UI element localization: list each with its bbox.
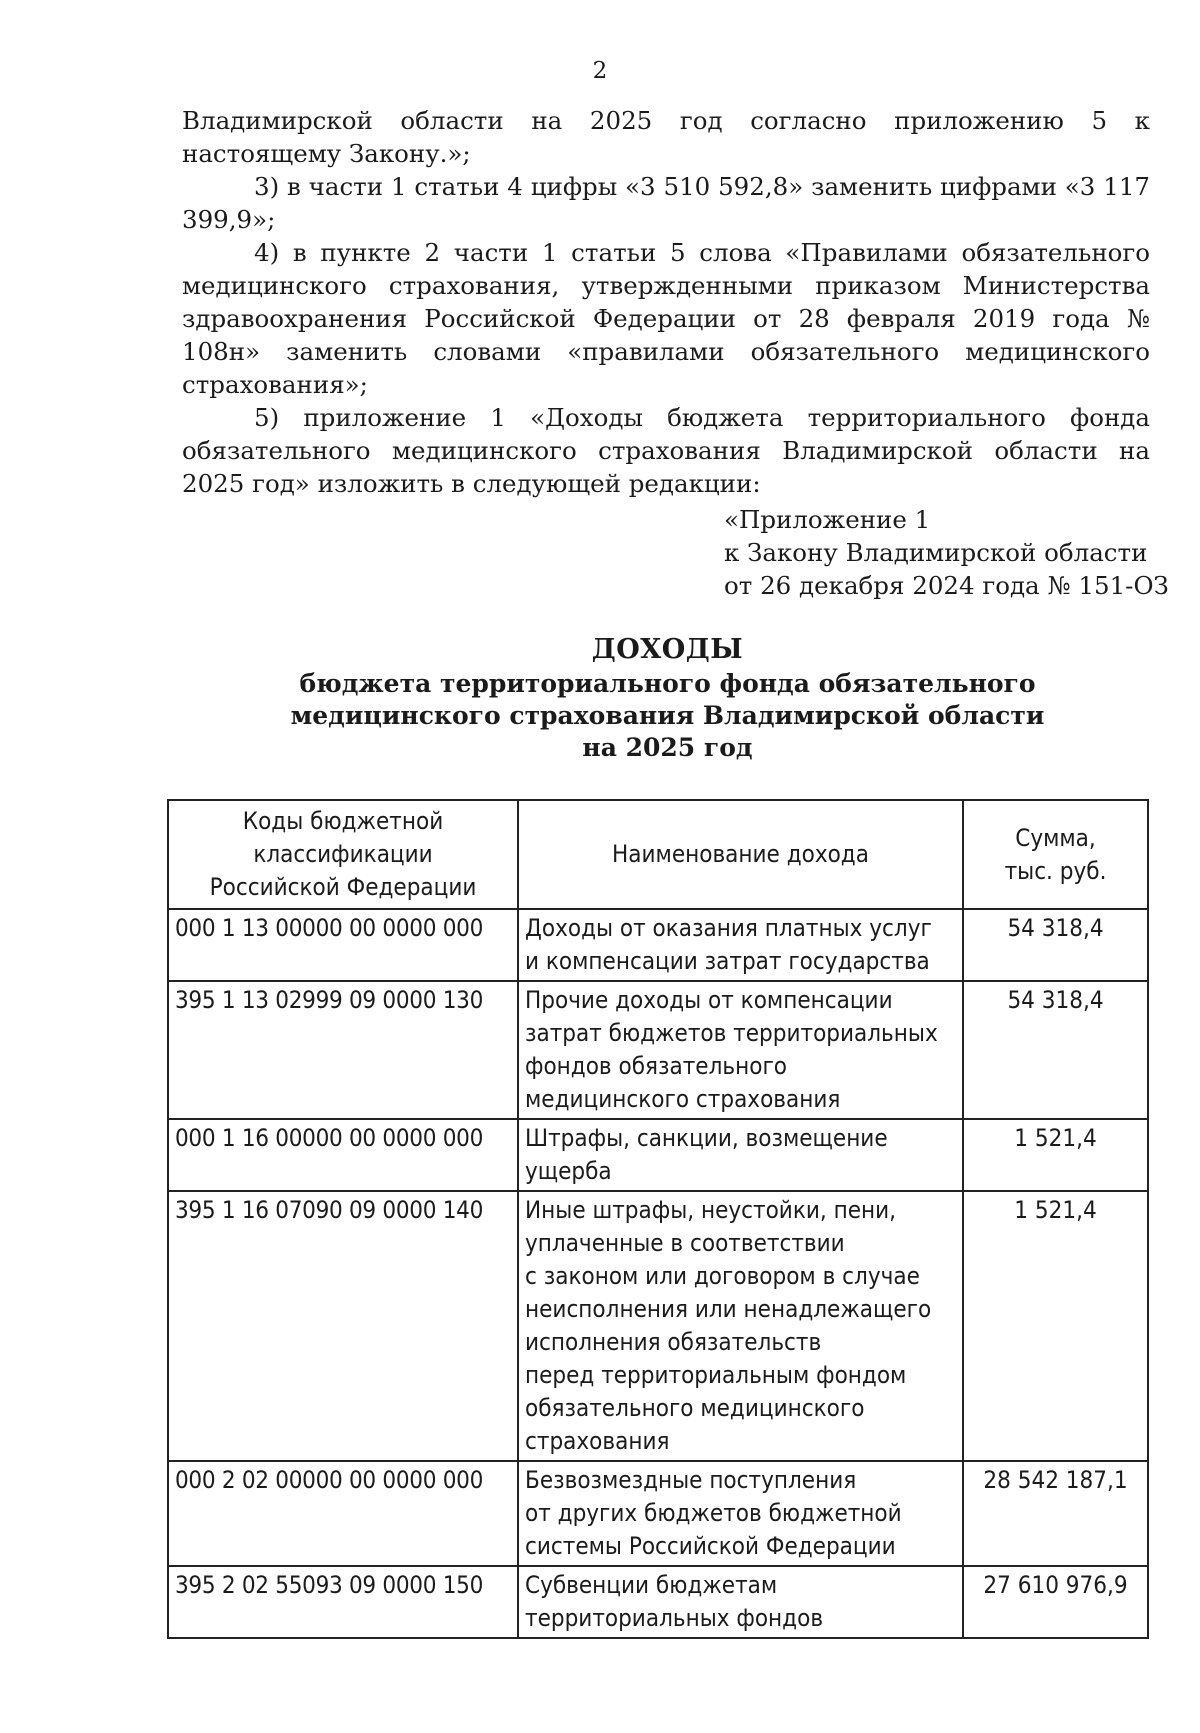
row-name-line: исполнения обязательств: [525, 1328, 822, 1356]
table-row: [168, 1461, 1148, 1566]
appendix-note-line: к Закону Владимирской области: [724, 538, 1148, 567]
header-code: [168, 800, 518, 909]
row-sum: 1 521,4: [963, 1119, 1148, 1191]
row-name-line: территориальных фондов: [525, 1604, 824, 1632]
row-sum: 54 318,4: [963, 909, 1148, 981]
row-name-line: Прочие доходы от компенсации: [525, 986, 893, 1014]
appendix-note-line: от 26 декабря 2024 года № 151-ОЗ: [724, 571, 1169, 600]
table-row: [168, 1566, 1148, 1638]
row-name-line: ущерба: [525, 1157, 612, 1185]
paragraph-item-5: 5) приложение 1 «Доходы бюджета территориального фонда обязательного медицинского страхования Владимирской области на 2025 год» изложить в следующей редакции:: [182, 403, 1150, 498]
row-code: 395 1 16 07090 09 0000 140: [168, 1191, 518, 1461]
row-name-line: Безвозмездные поступления: [525, 1466, 857, 1494]
row-name-line: перед территориальным фондом: [525, 1361, 907, 1389]
row-code: 000 1 16 00000 00 0000 000: [168, 1119, 518, 1191]
row-name: [518, 1461, 963, 1566]
title-main: ДОХОДЫ: [591, 634, 744, 665]
table-header-row: [168, 800, 1148, 909]
header-sum: [963, 800, 1148, 909]
row-name: [518, 1566, 963, 1638]
row-sum: 28 542 187,1: [963, 1461, 1148, 1566]
row-name: [518, 981, 963, 1119]
body-text: [182, 104, 1150, 500]
row-code: 000 2 02 00000 00 0000 000: [168, 1461, 518, 1566]
paragraph-item-4: 4) в пункте 2 части 1 статьи 5 слова «Правилами обязательного медицинского страхования, утвержденными приказом Министерства здравоохранения Российской Федерации от 28 февраля 2019 года № 108н» заменить словами «правилами обязательного медицинского страхования»;: [182, 238, 1150, 399]
page-number: 2: [592, 58, 608, 84]
header-name: [518, 800, 963, 909]
row-name: [518, 1191, 963, 1461]
paragraph-continuation: Владимирской области на 2025 год согласно приложению 5 к настоящему Закону.»;: [182, 106, 1150, 168]
table-row: [168, 1119, 1148, 1191]
row-name-line: Доходы от оказания платных услуг: [525, 914, 932, 942]
income-table: [167, 799, 1149, 1639]
row-name-line: затрат бюджетов территориальных: [525, 1019, 938, 1047]
row-name-line: от других бюджетов бюджетной: [525, 1499, 902, 1527]
title-line: на 2025 год: [582, 733, 753, 762]
header-name-line: Наименование дохода: [612, 840, 869, 868]
header-code-line: классификации: [253, 840, 433, 868]
row-name-line: уплаченные в соответствии: [525, 1229, 845, 1257]
header-code-line: Российской Федерации: [209, 873, 477, 901]
row-code: 395 1 13 02999 09 0000 130: [168, 981, 518, 1119]
row-name: [518, 1119, 963, 1191]
header-sum-line: Сумма,: [1015, 823, 1096, 852]
table-row: [168, 981, 1148, 1119]
row-name-line: неисполнения или ненадлежащего: [525, 1295, 932, 1323]
title-line: медицинского страхования Владимирской области: [290, 701, 1045, 730]
row-code: 395 2 02 55093 09 0000 150: [168, 1566, 518, 1638]
row-code: 000 1 13 00000 00 0000 000: [168, 909, 518, 981]
header-sum-line: тыс. руб.: [1004, 856, 1107, 885]
paragraph-item-3: 3) в части 1 статьи 4 цифры «3 510 592,8» заменить цифрами «3 117 399,9»;: [182, 172, 1150, 234]
row-name-line: и компенсации затрат государства: [525, 947, 930, 975]
title-line: бюджета территориального фонда обязательного: [299, 669, 1036, 698]
row-sum: 27 610 976,9: [963, 1566, 1148, 1638]
appendix-note-line: «Приложение 1: [724, 505, 931, 534]
table-row: [168, 1191, 1148, 1461]
table-row: [168, 909, 1148, 981]
appendix-note: [724, 503, 1169, 602]
row-name-line: Субвенции бюджетам: [525, 1571, 778, 1599]
row-sum: 54 318,4: [963, 981, 1148, 1119]
row-name-line: системы Российской Федерации: [525, 1532, 896, 1560]
row-name: [518, 909, 963, 981]
row-name-line: Иные штрафы, неустойки, пени,: [525, 1196, 897, 1224]
row-name-line: с законом или договором в случае: [525, 1262, 920, 1290]
header-code-line: Коды бюджетной: [242, 807, 444, 835]
row-name-line: обязательного медицинского: [525, 1394, 865, 1422]
row-name-line: фондов обязательного: [525, 1052, 787, 1080]
row-name-line: страхования: [525, 1427, 670, 1455]
row-name-line: Штрафы, санкции, возмещение: [525, 1124, 888, 1152]
row-sum: 1 521,4: [963, 1191, 1148, 1461]
document-title: [0, 634, 1200, 764]
row-name-line: медицинского страхования: [525, 1085, 841, 1113]
